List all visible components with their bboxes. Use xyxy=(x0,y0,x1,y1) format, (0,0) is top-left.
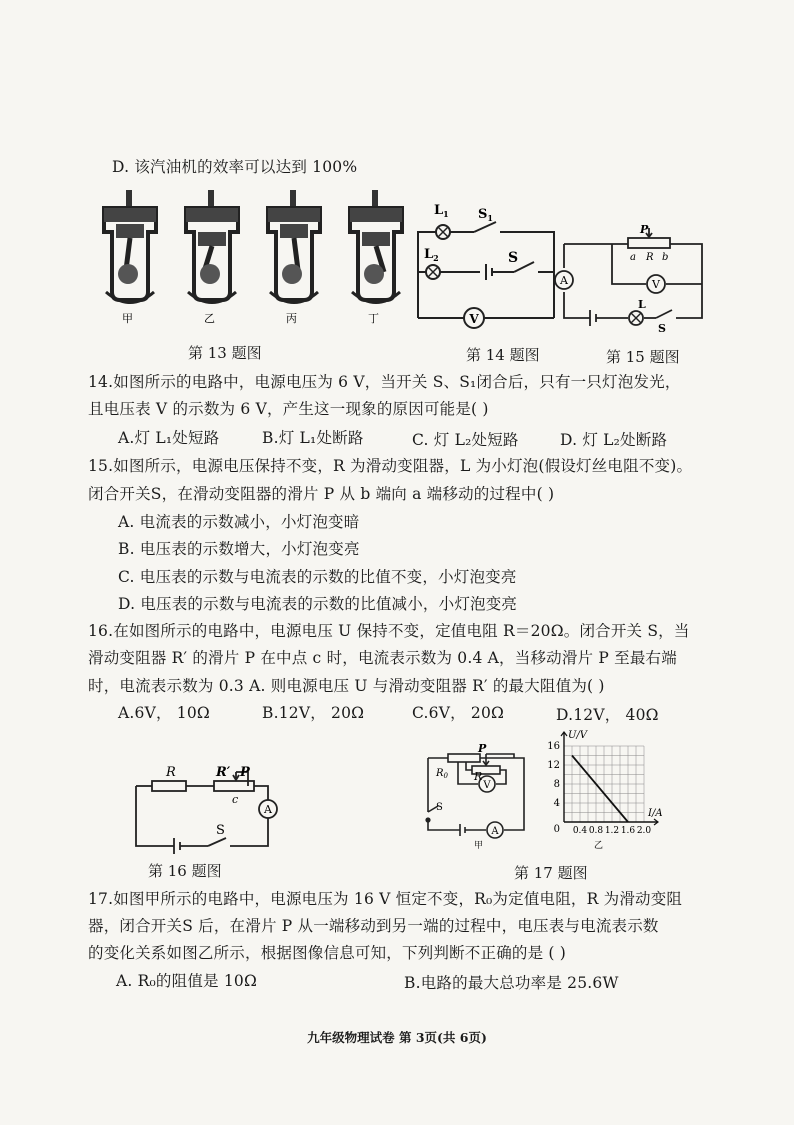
engine-stroke-3 xyxy=(268,190,320,303)
svg-text:P: P xyxy=(240,765,250,780)
svg-text:R′: R′ xyxy=(216,765,231,780)
lamp-l-icon xyxy=(629,311,643,325)
x-tick-label: 0.8 xyxy=(588,826,604,836)
q16-option-d: D.12V， 40Ω xyxy=(556,706,659,724)
svg-text:S: S xyxy=(508,250,519,266)
q14-line-1: 14.如图所示的电路中，电源电压为 6 V，当开关 S、S₁闭合后，只有一只灯泡发光， xyxy=(88,373,681,391)
voltmeter-icon xyxy=(464,308,484,328)
q17-line-2: 器，闭合开关S 后，在滑片 P 从一端移动到另一端的过程中，电压表与电流表示数 xyxy=(88,917,659,935)
fig17-ui-chart xyxy=(540,726,670,854)
fig13-caption: 第 13 题图 xyxy=(188,344,262,362)
ammeter-icon xyxy=(555,271,573,289)
q15-line-2: 闭合开关S，在滑动变阻器的滑片 P 从 b 端向 a 端移动的过程中( ) xyxy=(88,485,555,503)
svg-text:R: R xyxy=(474,770,483,783)
q17-option-b: B.电路的最大总功率是 25.6W xyxy=(404,974,619,992)
origin-label: 0 xyxy=(553,824,560,835)
y-axis-label: U/V xyxy=(568,730,588,741)
fig14-caption: 第 14 题图 xyxy=(466,346,540,364)
svg-text:V: V xyxy=(652,278,660,291)
svg-text:R: R xyxy=(646,252,654,263)
q17-option-a: A. R₀的阻值是 10Ω xyxy=(116,972,258,990)
y-tick-label: 12 xyxy=(547,760,560,771)
q16-option-b: B.12V， 20Ω xyxy=(262,704,365,722)
q14-option-c: C. 灯 L₂处短路 xyxy=(412,431,519,449)
svg-text:L1: $L_1$ xyxy=(434,203,449,219)
svg-text:A: A xyxy=(264,803,272,816)
q15-line-1: 15.如图所示，电源电压保持不变，R 为滑动变阻器，L 为小灯泡(假设灯丝电阻不变)。 xyxy=(88,457,693,475)
q15-option-b: B. 电压表的示数增大，小灯泡变亮 xyxy=(118,540,360,558)
x-axis-label: I/A xyxy=(648,808,663,819)
q13-option-d: D. 该汽油机的效率可以达到 100% xyxy=(112,158,358,176)
q14-option-b: B.灯 L₁处断路 xyxy=(262,429,364,447)
ammeter-icon xyxy=(259,800,277,818)
q14-line-2: 且电压表 V 的示数为 6 V，产生这一现象的原因可能是( ) xyxy=(88,400,489,418)
fig16-circuit xyxy=(128,762,288,856)
svg-text:S: S xyxy=(658,322,666,335)
fig15-circuit xyxy=(552,222,712,335)
svg-text:甲: 甲 xyxy=(474,841,484,851)
x-tick-label: 0.4 xyxy=(572,826,588,836)
q16-line-1: 16.在如图所示的电路中，电源电压 U 保持不变，定值电阻 R＝20Ω。闭合开关 S，当 xyxy=(88,622,690,640)
chart-sub-label: 乙 xyxy=(594,841,604,851)
engine-stroke-2 xyxy=(186,190,238,303)
y-tick-label: 8 xyxy=(553,779,560,790)
y-tick-label: 16 xyxy=(547,741,560,752)
fig15-caption: 第 15 题图 xyxy=(606,348,680,366)
stroke-label-3: 丙 xyxy=(286,312,297,325)
fig17-circuit-jia xyxy=(422,742,532,851)
stroke-label-2: 乙 xyxy=(204,312,215,325)
svg-text:R: R xyxy=(166,765,176,780)
x-tick-label: 1.6 xyxy=(620,826,636,836)
svg-text:S1: $S_1$ xyxy=(478,207,493,223)
lamp-l1-icon xyxy=(436,225,450,239)
fig17-caption: 第 17 题图 xyxy=(514,864,588,882)
x-tick-label: 1.2 xyxy=(604,826,620,836)
lamp-l2-icon xyxy=(426,265,440,279)
svg-text:V: V xyxy=(483,780,491,791)
q16-line-2: 滑动变阻器 R′ 的滑片 P 在中点 c 时，电流表示数为 0.4 A，当移动滑片 P 至最右端 xyxy=(88,649,677,667)
svg-text:V: V xyxy=(469,312,479,326)
fig16-caption: 第 16 题图 xyxy=(148,862,222,880)
svg-text:S: S xyxy=(436,802,443,813)
engine-stroke-1 xyxy=(104,190,156,303)
engine-stroke-4 xyxy=(350,190,402,303)
page-footer: 九年级物理试卷 第 3页(共 6页) xyxy=(307,1030,487,1045)
voltmeter-icon xyxy=(647,275,665,293)
svg-text:c: c xyxy=(232,793,239,806)
q15-option-c: C. 电压表的示数与电流表的示数的比值不变，小灯泡变亮 xyxy=(118,568,517,586)
svg-text:S: S xyxy=(216,823,225,838)
q16-option-c: C.6V， 20Ω xyxy=(412,704,505,722)
svg-text:R0: $R_0$ xyxy=(436,768,448,780)
series-line xyxy=(572,756,628,823)
q16-option-a: A.6V， 10Ω xyxy=(118,704,210,722)
stroke-label-1: 甲 xyxy=(122,312,133,325)
q16-line-3: 时，电流表示数为 0.3 A. 则电源电压 U 与滑动变阻器 R′ 的最大阻值为( ) xyxy=(88,677,605,695)
q14-option-a: A.灯 L₁处短路 xyxy=(118,429,220,447)
q15-option-a: A. 电流表的示数减小，小灯泡变暗 xyxy=(118,513,360,531)
q14-option-d: D. 灯 L₂处断路 xyxy=(560,431,668,449)
svg-text:L: L xyxy=(638,298,646,311)
fig13-engine-strokes xyxy=(98,188,428,328)
q17-line-3: 的变化关系如图乙所示，根据图像信息可知，下列判断不正确的是 ( ) xyxy=(88,944,567,962)
stroke-label-4: 丁 xyxy=(368,312,379,325)
svg-text:P: P xyxy=(640,223,649,236)
svg-text:A: A xyxy=(491,826,499,837)
q17-line-1: 17.如图甲所示的电路中，电源电压为 16 V 恒定不变，R₀为定值电阻，R 为滑动变阻 xyxy=(88,890,683,908)
y-tick-label: 4 xyxy=(553,798,560,809)
svg-text:P: P xyxy=(478,742,487,755)
ammeter-icon xyxy=(487,822,503,838)
svg-text:a: a xyxy=(630,252,636,263)
svg-text:L2: $L_2$ xyxy=(424,247,439,263)
q15-option-d: D. 电压表的示数与电流表的示数的比值减小，小灯泡变亮 xyxy=(118,595,518,613)
x-tick-label: 2.0 xyxy=(636,826,652,836)
svg-text:A: A xyxy=(560,274,568,287)
svg-text:b: b xyxy=(662,252,669,263)
fig14-circuit xyxy=(412,198,564,338)
